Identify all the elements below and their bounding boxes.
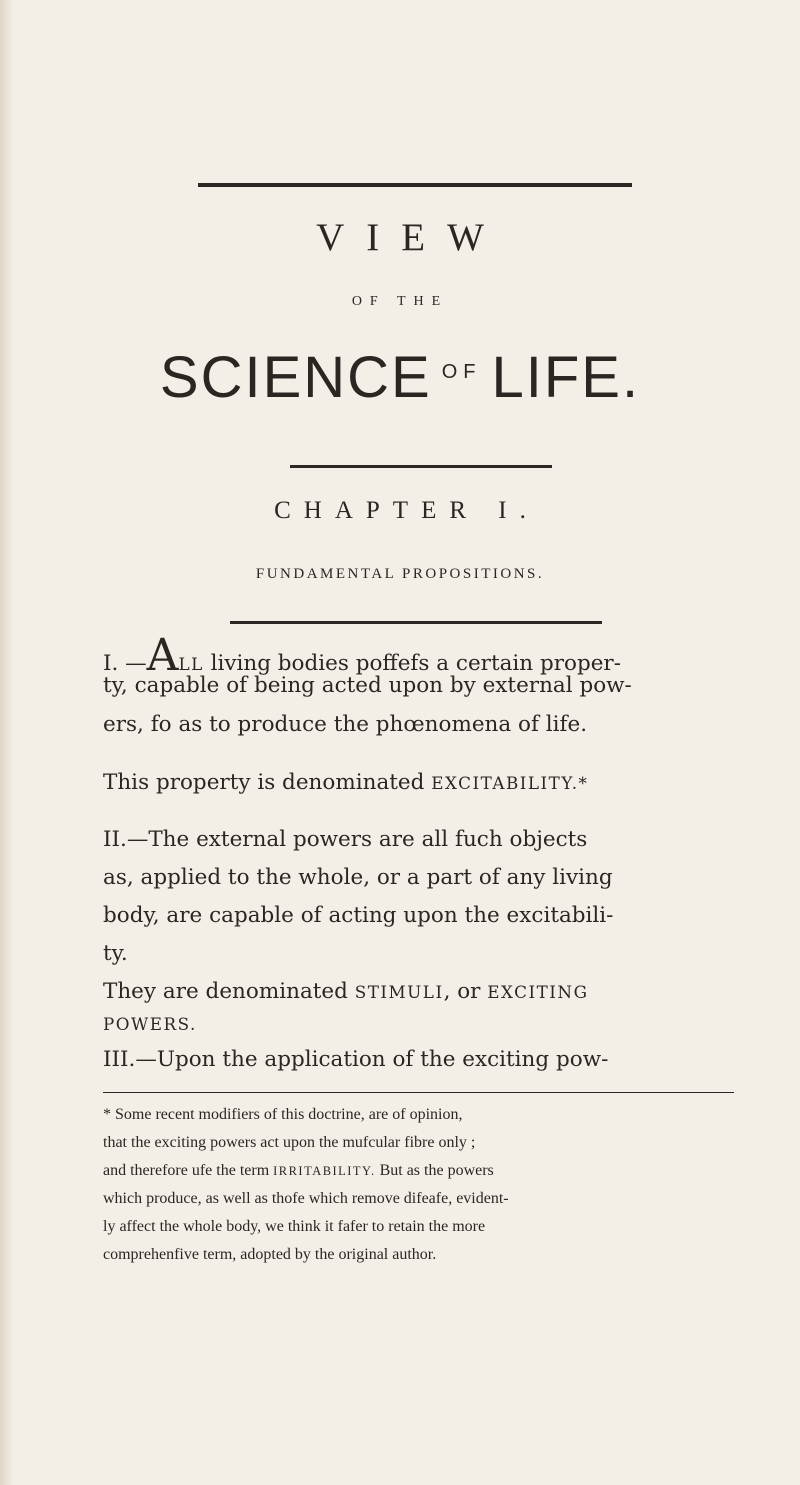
body-line-2: ty, capable of being acted upon by external pow- [103, 673, 632, 698]
title-view: VIEW [316, 216, 506, 259]
body-line-3: ers, fo as to produce the phœnomena of life. [103, 712, 588, 737]
para-2-lead: This [103, 770, 150, 795]
body-line-4 [103, 770, 588, 795]
main-title [0, 344, 800, 411]
para-5-lead: Upon [156, 1047, 216, 1072]
footnote-line-1: * Some recent modifiers of this doctrine, are of opinion, [103, 1106, 463, 1123]
body-line-9 [103, 979, 589, 1004]
term-stimuli: STIMULI [354, 982, 444, 1002]
para-4-comma: , or [443, 979, 488, 1004]
para-5-text: the application of the exciting pow- [215, 1047, 609, 1072]
footnote-line-3 [103, 1162, 494, 1180]
body-line-10 [103, 1011, 197, 1036]
footnote-line-4: which produce, as well as thofe which remove difeafe, evident- [103, 1190, 509, 1207]
para-4-lead: They [103, 979, 157, 1004]
chapter-heading: CHAPTER I. [274, 497, 539, 524]
para-1-line-1: living bodies poffefs a certain proper- [203, 651, 621, 676]
body-line-11 [103, 1047, 608, 1072]
body-line-8: ty. [103, 941, 128, 966]
footnote-line-3-start: and therefore ufe the term [103, 1162, 274, 1179]
para-4-text: are denominated [156, 979, 355, 1004]
para-1-smallcaps: LL [178, 654, 204, 674]
title-science: SCIENCE [159, 345, 432, 410]
term-irritability: IRRITABILITY. [273, 1164, 376, 1178]
para-3-line-1: external powers are all fuch objects [189, 827, 588, 852]
body-line-6: as, applied to the whole, or a part of any living [103, 865, 613, 890]
top-rule [198, 183, 632, 187]
footnote-line-2: that the exciting powers act upon the mufcular fibre only ; [103, 1134, 476, 1151]
body-line-1 [103, 630, 621, 681]
title-of: OF [441, 361, 482, 383]
term-powers: POWERS. [103, 1014, 197, 1034]
para-2-text: property is denominated [149, 770, 432, 795]
para-5-number: III.— [103, 1047, 157, 1072]
title-of-the: OF THE [351, 294, 449, 309]
para-3-lead: The [148, 827, 190, 852]
chapter-rule [230, 621, 602, 624]
middle-rule [290, 465, 552, 468]
para-1-number: I. — [103, 651, 147, 676]
drop-cap: A [146, 630, 179, 681]
footnote-line-6: comprehenfive term, adopted by the original author. [103, 1246, 437, 1263]
body-line-7: body, are capable of acting upon the excitabili- [103, 903, 614, 928]
footnote-line-5: ly affect the whole body, we think it fafer to retain the more [103, 1218, 486, 1235]
term-exciting: EXCITING [487, 982, 589, 1002]
body-line-5 [103, 827, 587, 852]
term-excitability: EXCITABILITY.* [431, 773, 589, 793]
title-life: LIFE. [491, 345, 641, 410]
footnote-rule [103, 1092, 734, 1093]
para-3-number: II.— [103, 827, 149, 852]
footnote-line-3-end: But as the powers [375, 1162, 494, 1179]
chapter-subtitle: FUNDAMENTAL PROPOSITIONS. [255, 566, 545, 582]
